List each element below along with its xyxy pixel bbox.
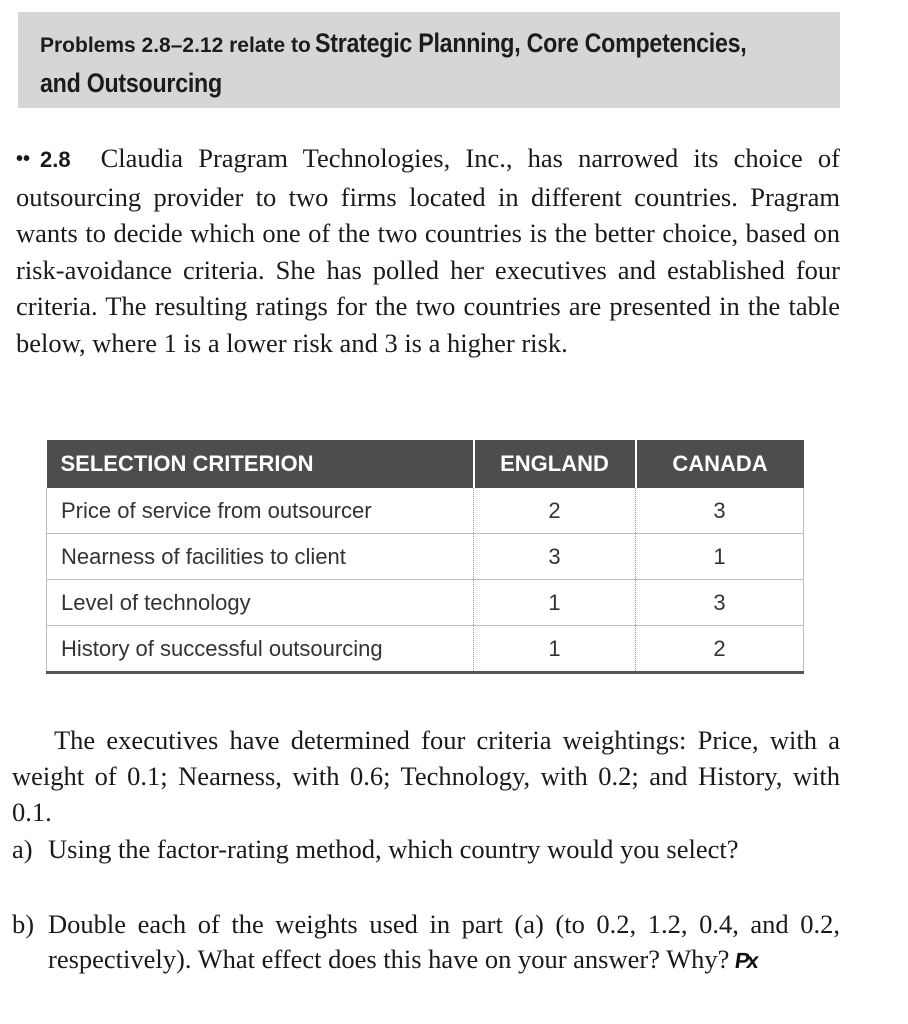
table-header-row: [47, 440, 804, 488]
weights-paragraph: [12, 722, 840, 830]
england-rating-cell: 2: [474, 488, 636, 534]
column-header-criterion: SELECTION CRITERION: [47, 440, 474, 488]
weights-text: The executives have determined four criteria weightings: Price, with a weight of 0.1; Nearness, with 0.6; Technology, with 0.2; and History, with 0.1.: [12, 725, 840, 827]
criterion-cell: Price of service from outsourcer: [47, 488, 474, 534]
part-b-label: b): [12, 909, 35, 939]
part-a-label: a): [12, 834, 33, 864]
column-header-england: ENGLAND: [474, 440, 636, 488]
criteria-rating-table: [46, 440, 804, 674]
england-rating-cell: 1: [474, 626, 636, 673]
header-topic-line2: and Outsourcing: [40, 68, 222, 98]
header-topic-line1: Strategic Planning, Core Competencies,: [315, 28, 747, 58]
section-header-band: [18, 12, 840, 108]
question-part-b: [12, 907, 840, 978]
canada-rating-cell: 1: [636, 534, 804, 580]
england-rating-cell: 1: [474, 580, 636, 626]
header-prefix: Problems 2.8–2.12 relate to: [40, 34, 311, 57]
difficulty-dots: ••: [16, 148, 31, 170]
canada-rating-cell: 3: [636, 580, 804, 626]
table-row: [47, 626, 804, 673]
problem-text: Claudia Pragram Technologies, Inc., has narrowed its choice of outsourcing provider to two firms located in different countries. Pragram wants to decide which one of the two countries is the better choice, based on risk-avoidance criteria. She has polled her executives and established four criteria. The resulting ratings for the two countries are presented in the table below, where 1 is a lower risk and 3 is a higher risk.: [16, 143, 840, 358]
england-rating-cell: 3: [474, 534, 636, 580]
criterion-cell: History of successful outsourcing: [47, 626, 474, 673]
problem-number: 2.8: [40, 147, 71, 172]
question-part-a: [12, 832, 840, 867]
table-row: [47, 534, 804, 580]
canada-rating-cell: 3: [636, 488, 804, 534]
column-header-canada: CANADA: [636, 440, 804, 488]
canada-rating-cell: 2: [636, 626, 804, 673]
problem-statement: [16, 140, 840, 361]
criterion-cell: Level of technology: [47, 580, 474, 626]
px-icon: Px: [733, 948, 759, 973]
table-row: [47, 580, 804, 626]
criterion-cell: Nearness of facilities to client: [47, 534, 474, 580]
part-a-text: Using the factor-rating method, which country would you select?: [48, 834, 739, 864]
part-b-text-wrapper: [48, 907, 840, 978]
part-b-text: Double each of the weights used in part (a) (to 0.2, 1.2, 0.4, and 0.2, respectively). What effect does this have on your answer? Why?: [48, 909, 840, 974]
table-row: [47, 488, 804, 534]
